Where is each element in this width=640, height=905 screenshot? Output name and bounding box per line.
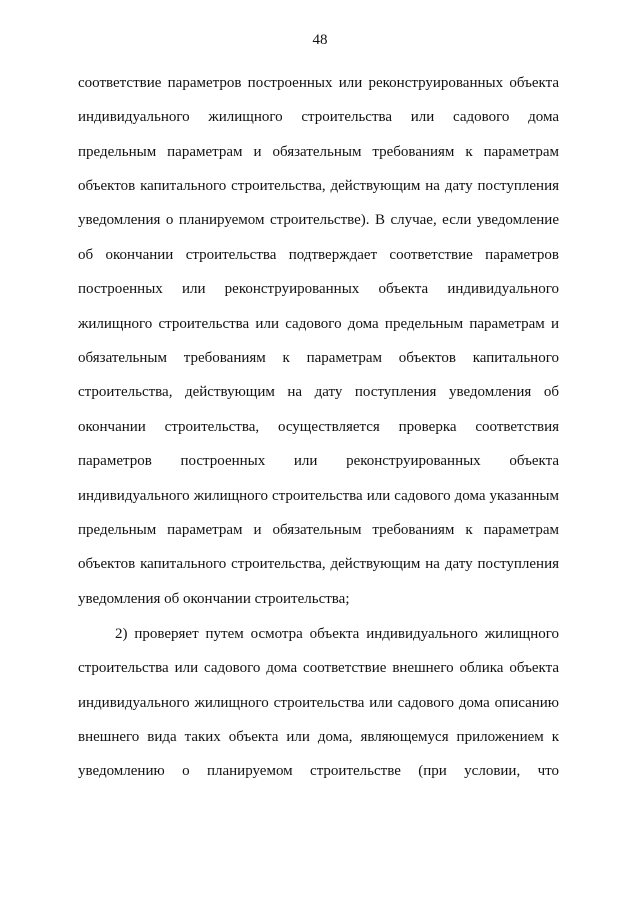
text-line: объектов капитального строительства, действующим на дату поступления bbox=[78, 178, 559, 194]
text-line: об окончании строительства подтверждает соответствие параметров bbox=[78, 247, 559, 263]
text-line: объектов капитального строительства, действующим на дату поступления bbox=[78, 556, 559, 572]
text-line: окончании строительства, осуществляется проверка соответствия bbox=[78, 419, 559, 435]
text-line: строительства, действующим на дату поступления уведомления об bbox=[78, 384, 559, 400]
text-line: обязательным требованиям к параметрам объектов капитального bbox=[78, 350, 559, 366]
text-line: уведомлению о планируемом строительстве (при условии, что bbox=[78, 763, 559, 779]
text-line: индивидуального жилищного строительства или садового дома указанным bbox=[78, 488, 559, 504]
text-line: уведомления об окончании строительства; bbox=[78, 591, 350, 607]
text-line: предельным параметрам и обязательным требованиям к параметрам bbox=[78, 144, 559, 160]
text-line: предельным параметрам и обязательным требованиям к параметрам bbox=[78, 522, 559, 538]
text-line: индивидуального жилищного строительства или садового дома описанию bbox=[78, 695, 559, 711]
text-line: внешнего вида таких объекта или дома, являющемуся приложением к bbox=[78, 729, 559, 745]
text-line: соответствие параметров построенных или реконструированных объекта bbox=[78, 75, 559, 91]
text-line: 2) проверяет путем осмотра объекта индивидуального жилищного bbox=[115, 626, 559, 642]
text-line: жилищного строительства или садового дома предельным параметрам и bbox=[78, 316, 559, 332]
page-number: 48 bbox=[312, 32, 328, 48]
text-line: индивидуального жилищного строительства или садового дома bbox=[78, 109, 559, 125]
text-line: построенных или реконструированных объекта индивидуального bbox=[78, 281, 559, 297]
text-line: строительства или садового дома соответствие внешнего облика объекта bbox=[78, 660, 559, 676]
text-line: параметров построенных или реконструированных объекта bbox=[78, 453, 559, 469]
text-line: уведомления о планируемом строительстве). В случае, если уведомление bbox=[78, 212, 559, 228]
